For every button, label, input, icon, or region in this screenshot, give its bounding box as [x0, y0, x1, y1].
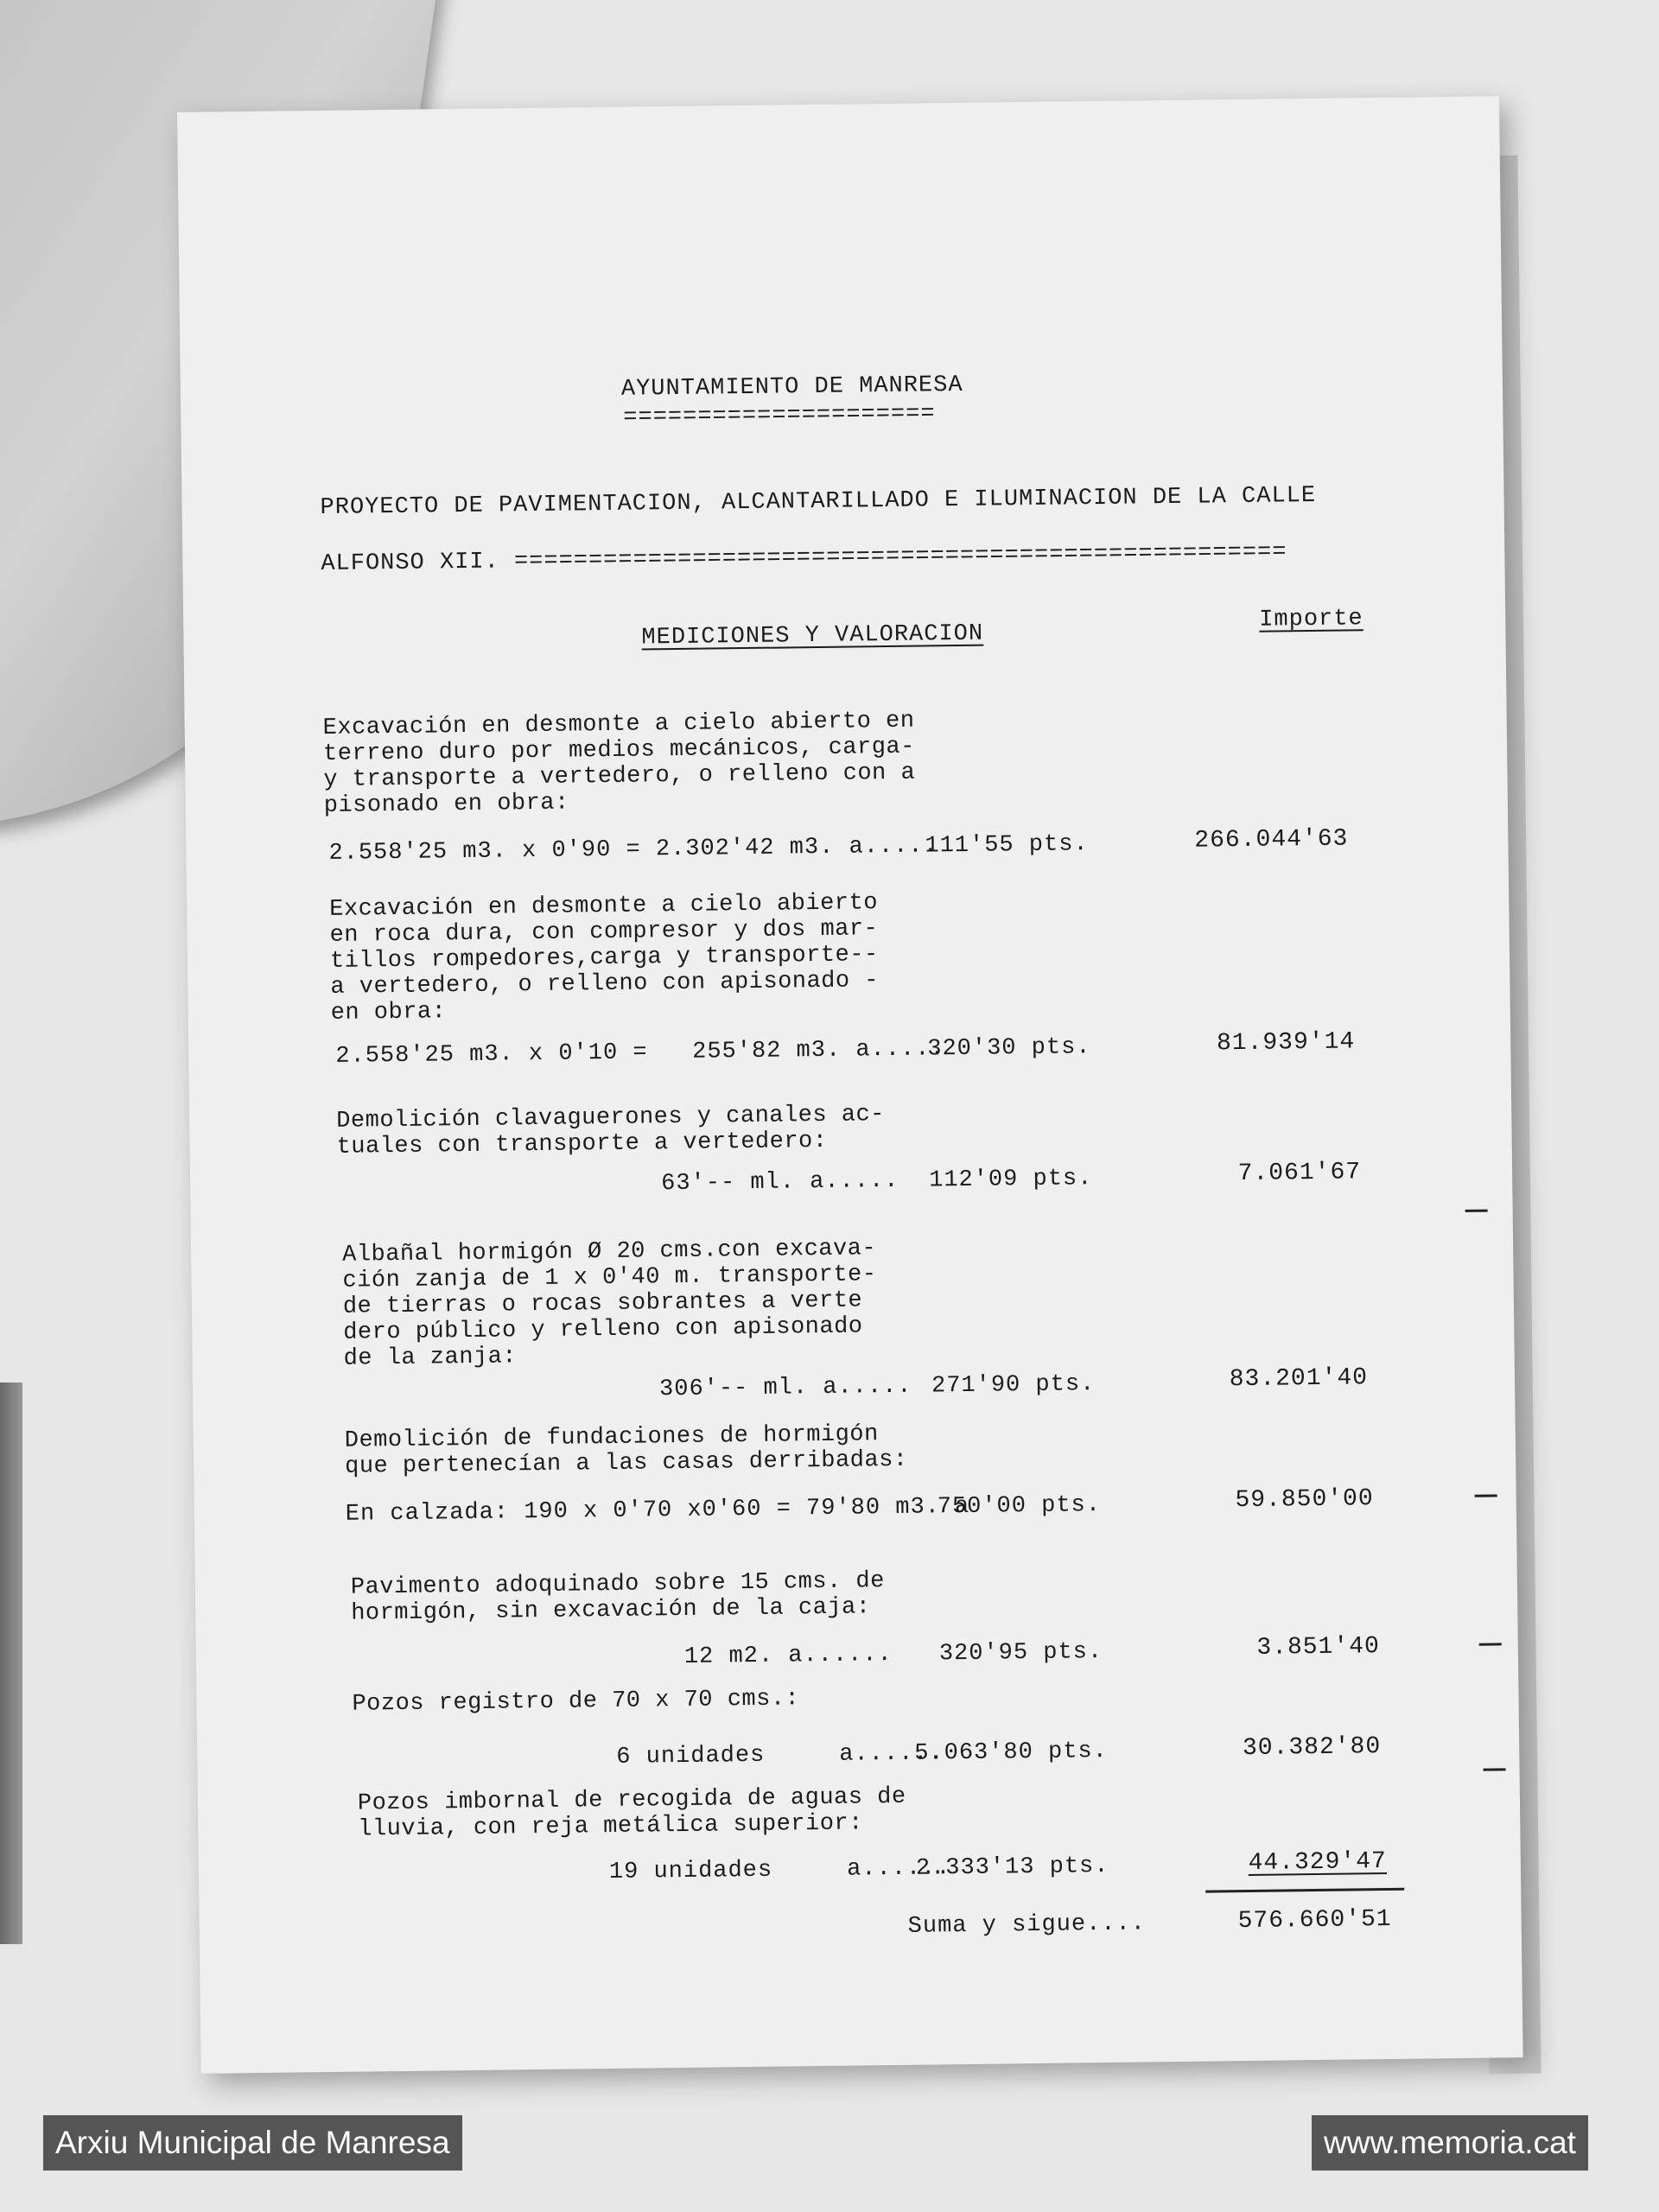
item-description: Pavimento adoquinado sobre 15 cms. de hormigón, sin excavación de la caja: — [350, 1568, 886, 1627]
item-measure: 12 m2. a...... — [683, 1642, 893, 1670]
archive-watermark: Arxiu Municipal de Manresa — [43, 2115, 462, 2171]
item-unit-price: 271'90 pts. — [931, 1371, 1096, 1400]
item-amount: 83.201'40 — [1229, 1364, 1369, 1394]
institution-rule: ===================== — [623, 401, 936, 431]
subtotal-amount: 576.660'51 — [1237, 1905, 1392, 1936]
item-measure: 306'-- ml. a..... — [658, 1373, 912, 1403]
item-amount: 59.850'00 — [1235, 1485, 1374, 1515]
item-unit-price: 320'95 pts. — [938, 1639, 1103, 1668]
item-description: Demolición de fundaciones de hormigón que pertenecían a las casas derribadas: — [344, 1421, 908, 1480]
item-unit-price: 750'00 pts. — [937, 1492, 1102, 1521]
item-amount: 7.061'67 — [1237, 1159, 1362, 1188]
item-description: Pozos registro de 70 x 70 cms.: — [352, 1686, 800, 1718]
item-measure: En calzada: 190 x 0'70 x0'60 = 79'80 m3. a — [345, 1493, 970, 1528]
item-measure: 2.558'25 m3. x 0'10 = 255'82 m3. a..... — [335, 1036, 945, 1070]
item-description: Excavación en desmonte a cielo abierto en terreno duro por medios mecánicos, carga- y transporte a vertedero, o relleno con a pisonado en obra: — [322, 708, 916, 819]
item-description: Demolición clavaguerones y canales ac- tuales con transporte a vertedero: — [336, 1102, 886, 1160]
item-unit-price: 320'30 pts. — [927, 1034, 1091, 1063]
project-title-line1: PROYECTO DE PAVIMENTACION, ALCANTARILLADO E ILUMINACION DE LA CALLE — [320, 482, 1317, 522]
item-measure: 6 unidades a...... — [616, 1740, 944, 1770]
project-title-line2: ALFONSO XII. ==================================================== — [321, 539, 1287, 578]
item-measure: 63'-- ml. a..... — [661, 1167, 899, 1198]
item-amount: 81.939'14 — [1216, 1028, 1356, 1058]
importe-column-header: Importe — [1259, 606, 1363, 633]
item-measure: 2.558'25 m3. x 0'90 = 2.302'42 m3. a..... — [328, 833, 938, 867]
item-description: Excavación en desmonte a cielo abierto en roca dura, con compresor y dos mar- tillos rompedores,carga y transporte-- a vertedero, o relleno con apisonado - en obra: — [329, 890, 880, 1027]
background-book-edge — [0, 1382, 22, 1944]
item-amount: 266.044'63 — [1194, 825, 1349, 855]
item-unit-price: 112'09 pts. — [928, 1166, 1093, 1194]
section-title: MEDICIONES Y VALORACION — [641, 620, 984, 652]
item-amount: 3.851'40 — [1256, 1633, 1380, 1662]
item-unit-price: 2.333'13 pts. — [915, 1853, 1109, 1882]
institution-heading: AYUNTAMIENTO DE MANRESA — [620, 372, 963, 403]
document-sheet — [177, 96, 1523, 2074]
item-description: Pozos imbornal de recogida de aguas de lluvia, con reja metálica superior: — [357, 1783, 906, 1843]
margin-tick — [1475, 1494, 1497, 1497]
margin-tick — [1484, 1768, 1506, 1770]
item-description: Albañal hormigón Ø 20 cms.con excava- ción zanja de 1 x 0'40 m. transporte- de tierras o rocas sobrantes a verte dero público y relleno con apisonado de la zanja: — [341, 1236, 877, 1372]
item-amount: 44.329'47 — [1248, 1848, 1388, 1878]
margin-tick — [1479, 1643, 1502, 1645]
item-unit-price: 5.063'80 pts. — [914, 1738, 1109, 1767]
subtotal-rule — [1205, 1888, 1404, 1893]
item-unit-price: 111'55 pts. — [925, 831, 1089, 860]
item-amount: 30.382'80 — [1242, 1733, 1382, 1763]
website-watermark: www.memoria.cat — [1312, 2115, 1588, 2171]
margin-tick — [1465, 1210, 1488, 1212]
subtotal-label: Suma y sigue.... — [907, 1910, 1147, 1940]
item-measure: 19 unidades a...... — [608, 1855, 951, 1886]
